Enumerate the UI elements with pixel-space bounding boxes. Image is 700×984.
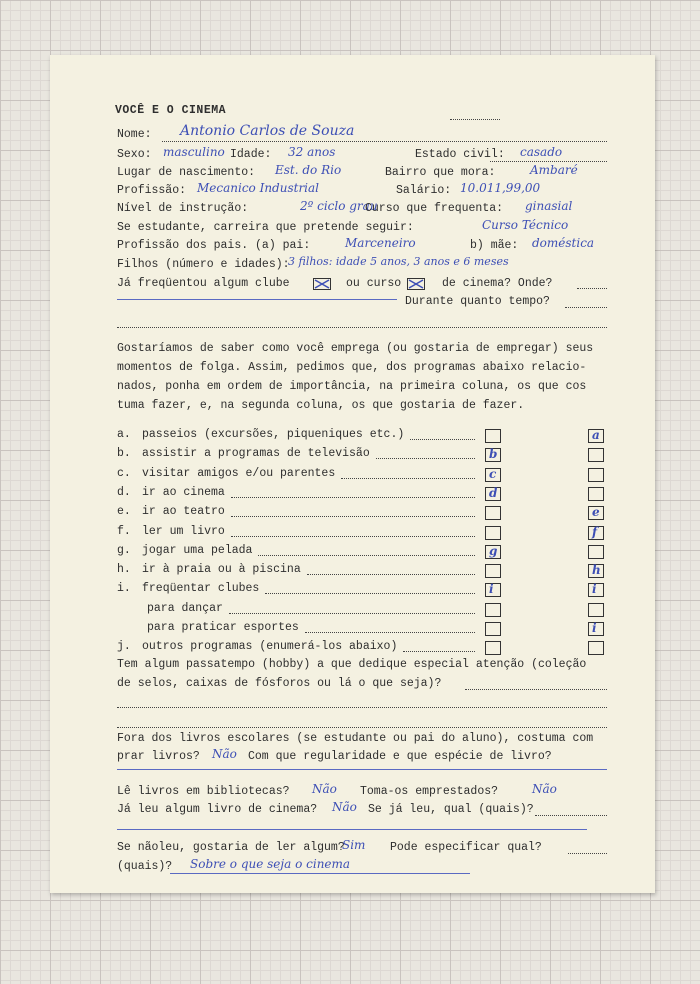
rank-box-desired[interactable] <box>588 641 604 655</box>
activity-label: ler um livro <box>142 524 225 538</box>
activity-label: freqüentar clubes <box>142 582 260 596</box>
activity-letter: f. <box>117 524 131 538</box>
label-durante: Durante quanto tempo? <box>405 295 550 308</box>
intro-line-3: nados, ponha em ordem de importância, na primeira coluna, os que cos <box>117 380 587 393</box>
intro-line-4: tuma fazer, e, na segunda coluna, os que gostaria de fazer. <box>117 399 525 412</box>
dotted-line <box>231 516 475 517</box>
rank-mark: i <box>489 582 494 597</box>
livros-cinema-qual-q: Se já leu, qual (quais)? <box>368 803 534 816</box>
rank-box-desired[interactable] <box>588 545 604 559</box>
rank-box-desired[interactable] <box>588 468 604 482</box>
label-bairro: Bairro que mora: <box>385 166 496 179</box>
dotted-line <box>231 497 475 498</box>
livros-emprestados-q: Toma-os emprestados? <box>360 785 499 798</box>
label-clube: Já freqüentou algum clube <box>117 277 290 290</box>
dotted-line <box>465 689 607 690</box>
checkbox-clube-checked[interactable] <box>313 278 331 290</box>
activity-letter: e. <box>117 505 131 519</box>
activity-letter: a. <box>117 428 131 441</box>
activity-label: passeios (excursões, piqueniques etc.) <box>142 428 405 441</box>
activity-label: ir à praia ou à piscina <box>142 563 301 577</box>
dotted-line <box>265 593 475 594</box>
activity-letter: b. <box>117 447 131 461</box>
label-lugar-nascimento: Lugar de nascimento: <box>117 166 256 179</box>
activity-letter: g. <box>117 543 131 557</box>
activity-label: para praticar esportes <box>147 621 299 634</box>
label-mae: b) mãe: <box>470 239 519 252</box>
dotted-line <box>410 439 475 440</box>
answer-estado-civil[interactable]: casado <box>520 145 563 159</box>
dotted-line <box>568 853 607 854</box>
activity-letter: h. <box>117 563 131 577</box>
rank-box-current[interactable] <box>485 622 501 636</box>
hobby-line-2: de selos, caixas de fósforos ou lá o que seja)? <box>117 677 442 690</box>
livros-comprar-q: prar livros? <box>117 750 200 763</box>
handwritten-line <box>117 829 587 830</box>
check-x-icon <box>408 279 424 289</box>
answer-curso[interactable]: ginasial <box>525 199 573 213</box>
dotted-line <box>376 458 475 459</box>
dotted-line <box>117 727 607 728</box>
answer-filhos[interactable]: 3 filhos: idade 5 anos, 3 anos e 6 meses <box>288 255 509 268</box>
rank-mark: c <box>489 466 497 481</box>
activity-label: assistir a programas de televisão <box>142 447 370 461</box>
handwritten-line <box>170 873 470 874</box>
questionnaire-sheet <box>50 55 655 893</box>
livros-biblioteca-q: Lê livros em bibliotecas? <box>117 785 290 798</box>
answer-mae[interactable]: doméstica <box>532 236 595 250</box>
activity-label: para dançar <box>147 601 223 615</box>
form-title: VOCÊ E O CINEMA <box>115 104 227 117</box>
activity-label: visitar amigos e/ou parentes <box>142 466 336 480</box>
dotted-line <box>258 555 475 556</box>
answer-nivel[interactable]: 2º ciclo grau <box>300 199 378 213</box>
activity-label: outros programas (enumerá-los abaixo) <box>142 640 398 654</box>
dotted-line <box>307 574 475 575</box>
label-profissao: Profissão: <box>117 184 187 197</box>
answer-salario[interactable]: 10.011,99,00 <box>460 181 541 195</box>
dotted-line <box>231 536 475 537</box>
dotted-line <box>229 613 475 614</box>
rank-mark: i <box>592 582 597 597</box>
rank-mark: d <box>489 485 498 500</box>
dotted-line <box>117 327 607 328</box>
rank-box-current[interactable] <box>485 429 501 443</box>
activity-label: jogar uma pelada <box>142 543 253 557</box>
dotted-line <box>490 161 607 162</box>
answer-profissao[interactable]: Mecanico Industrial <box>197 181 320 195</box>
rank-box-current[interactable] <box>485 641 501 655</box>
answer-cinema[interactable]: Não <box>332 800 357 814</box>
activity-label: ir ao cinema <box>142 485 225 499</box>
dotted-line <box>341 478 475 479</box>
livros-line-1: Fora dos livros escolares (se estudante ou pai do aluno), costuma com <box>117 732 594 745</box>
label-filhos: Filhos (número e idades): <box>117 258 290 271</box>
activity-letter: j. <box>117 640 131 654</box>
answer-biblioteca[interactable]: Não <box>312 782 337 796</box>
label-de-cinema: de cinema? Onde? <box>442 277 553 290</box>
label-idade: Idade: <box>230 148 272 161</box>
answer-emprestados[interactable]: Não <box>532 782 557 796</box>
activity-letter: i. <box>117 582 131 596</box>
rank-box-current[interactable] <box>485 526 501 540</box>
rank-box-desired[interactable] <box>588 448 604 462</box>
answer-carreira[interactable]: Curso Técnico <box>482 218 569 232</box>
label-nome: Nome: <box>117 128 152 141</box>
rank-box-desired[interactable] <box>588 487 604 501</box>
hobby-line-1: Tem algum passatempo (hobby) a que dedique especial atenção (coleção <box>117 658 587 671</box>
activity-label: ir ao teatro <box>142 505 225 519</box>
livros-cinema-q: Já leu algum livro de cinema? <box>117 803 318 816</box>
rank-mark: i <box>592 621 597 635</box>
answer-bairro[interactable]: Ambaré <box>530 163 578 177</box>
checkbox-curso-checked[interactable] <box>407 278 425 290</box>
livros-regularidade-q: Com que regularidade e que espécie de livro? <box>248 750 552 763</box>
handwritten-line <box>117 769 607 770</box>
rank-box-current[interactable] <box>485 564 501 578</box>
dotted-line <box>117 707 607 708</box>
rank-mark: e <box>592 505 600 520</box>
answer-quais[interactable]: Sobre o que seja o cinema <box>190 857 351 871</box>
livros-naoleu-q: Se nãoleu, gostaria de ler algum? <box>117 841 345 854</box>
livros-quais-q: (quais)? <box>117 860 173 873</box>
label-pais: Profissão dos pais. (a) pai: <box>117 239 311 252</box>
rank-box-current[interactable] <box>485 603 501 617</box>
label-curso: Curso que frequenta: <box>365 202 504 215</box>
livros-especificar-q: Pode especificar qual? <box>390 841 542 854</box>
answer-sexo[interactable]: masculino <box>163 145 225 159</box>
answer-lugar-nascimento[interactable]: Est. do Rio <box>275 163 342 177</box>
rank-mark: b <box>489 447 498 462</box>
label-salario: Salário: <box>396 184 452 197</box>
activity-letter: c. <box>117 466 131 480</box>
check-x-icon <box>314 279 330 289</box>
rank-box-desired[interactable] <box>588 603 604 617</box>
dotted-line <box>450 119 500 120</box>
label-ou-curso: ou curso <box>346 277 402 290</box>
answer-comprar[interactable]: Não <box>212 747 237 761</box>
intro-line-1: Gostaríamos de saber como você emprega (ou gostaria de empregar) seus <box>117 342 594 355</box>
rank-mark: f <box>592 524 598 539</box>
label-sexo: Sexo: <box>117 148 152 161</box>
dotted-line <box>535 815 607 816</box>
activity-letter: d. <box>117 485 131 499</box>
dotted-line <box>565 307 607 308</box>
answer-naoleu[interactable]: Sim <box>342 838 366 852</box>
dotted-line <box>577 288 607 289</box>
dotted-line <box>403 651 475 652</box>
label-carreira: Se estudante, carreira que pretende seguir: <box>117 221 414 234</box>
label-estado-civil: Estado civil: <box>415 148 505 161</box>
answer-nome[interactable]: Antonio Carlos de Souza <box>180 123 355 139</box>
intro-line-2: momentos de folga. Assim, pedimos que, dos programas abaixo relacio- <box>117 361 587 374</box>
rank-mark: h <box>592 563 601 578</box>
answer-pai[interactable]: Marceneiro <box>345 236 416 250</box>
rank-mark: g <box>489 543 498 558</box>
handwritten-line <box>117 299 397 300</box>
dotted-line <box>305 632 475 633</box>
rank-box-current[interactable] <box>485 506 501 520</box>
rank-mark: a <box>592 428 600 442</box>
dotted-line <box>162 141 607 142</box>
label-nivel: Nível de instrução: <box>117 202 249 215</box>
answer-idade[interactable]: 32 anos <box>288 145 336 159</box>
